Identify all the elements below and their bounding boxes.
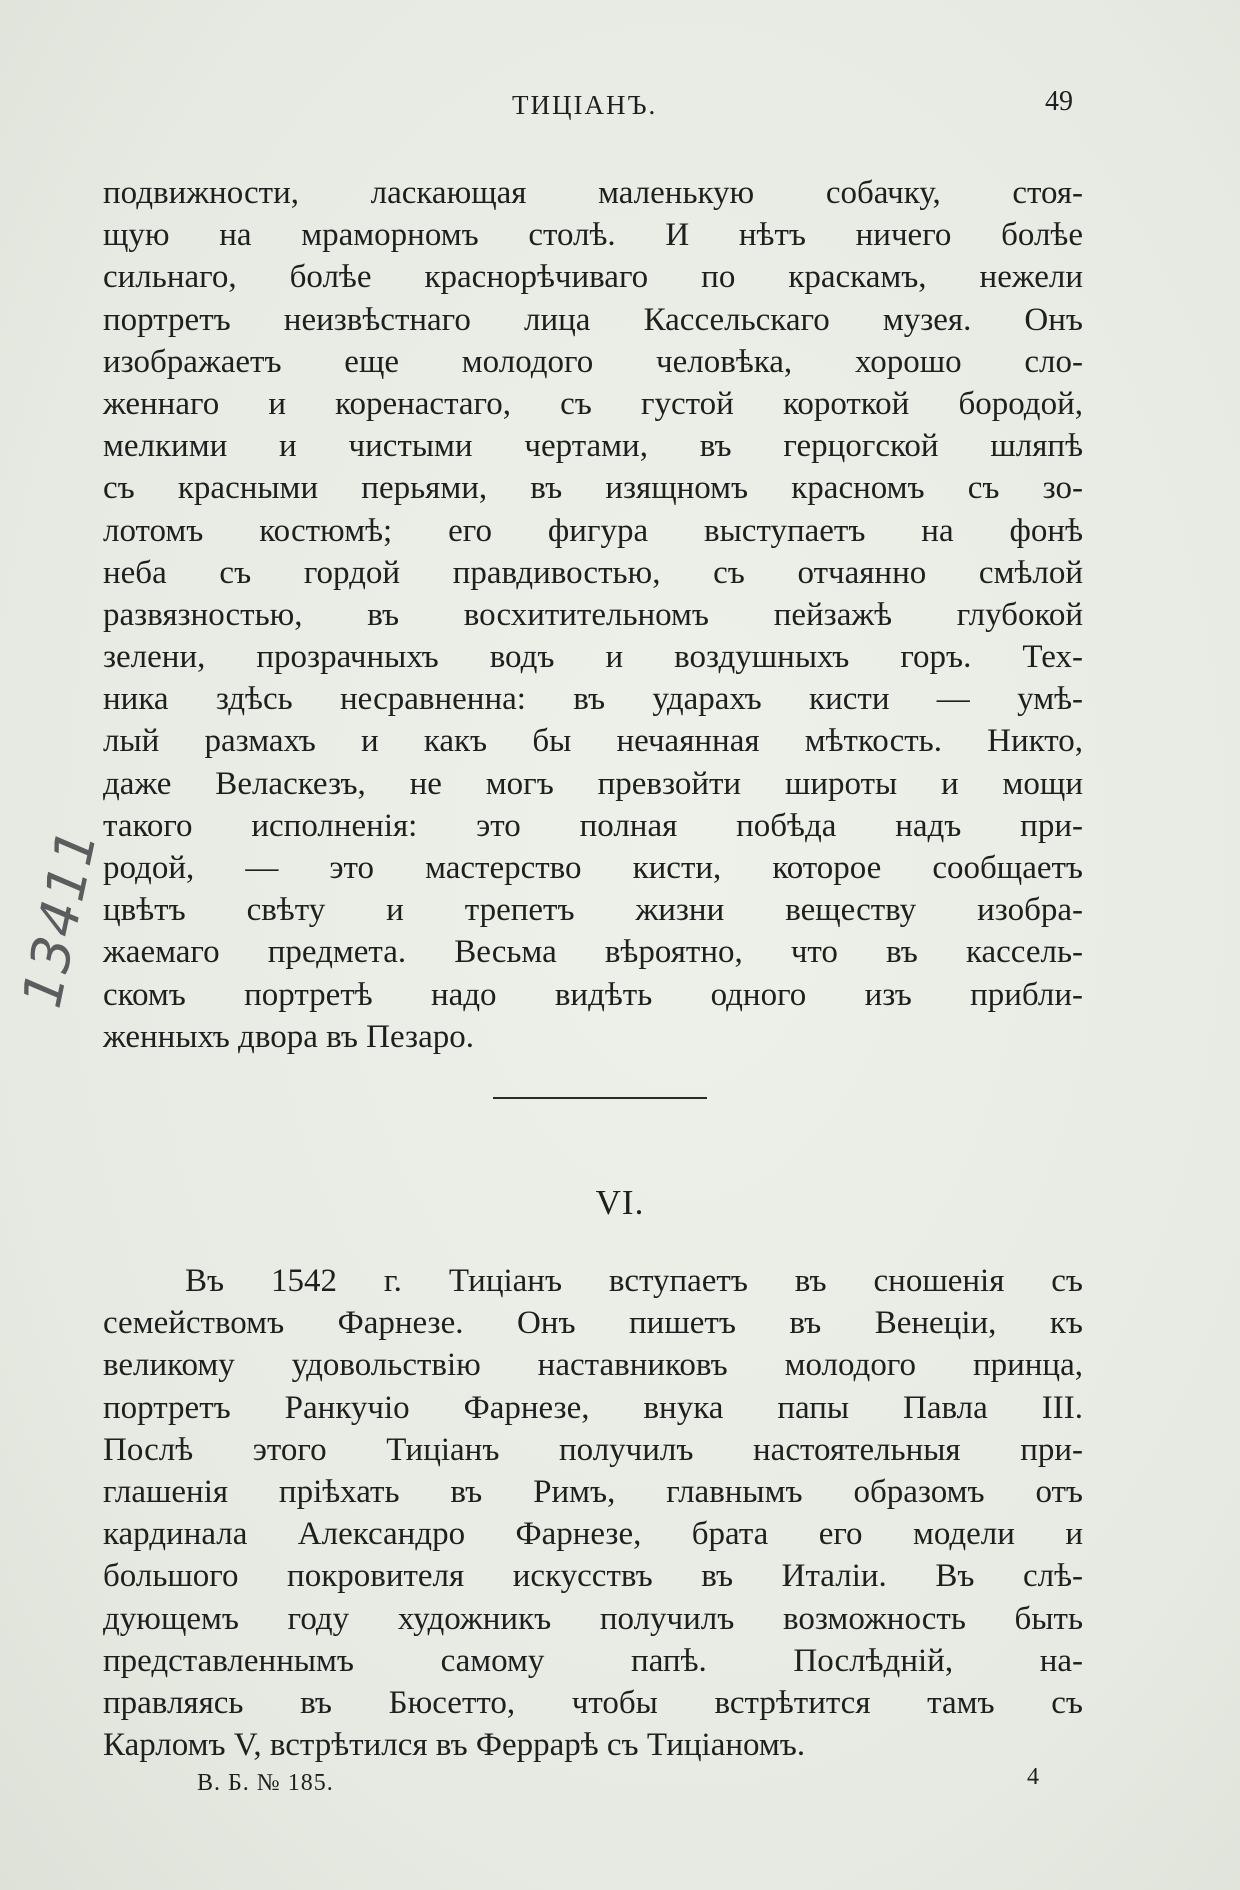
- text-line: кардинала Александро Фарнезе, брата его модели и: [103, 1516, 1083, 1553]
- text-line: портретъ неизвѣстнаго лица Кассельскаго музея. Онъ: [103, 301, 1083, 338]
- text-line: развязностью, въ восхитительномъ пейзажѣ глубокой: [103, 596, 1083, 633]
- text-line: скомъ портретѣ надо видѣть одного изъ прибли-: [103, 976, 1083, 1013]
- text-line: семействомъ Фарнезе. Онъ пишетъ въ Венеціи, къ: [103, 1305, 1083, 1342]
- text-line: щую на мраморномъ столѣ. И нѣтъ ничего болѣе: [103, 217, 1083, 254]
- text-line: портретъ Ранкучіо Фарнезе, внука папы Павла III.: [103, 1389, 1083, 1426]
- text-line: неба съ гордой правдивостью, съ отчаянно смѣлой: [103, 554, 1083, 591]
- text-line: женныхъ двора въ Пезаро.: [103, 1018, 474, 1055]
- text-line: Послѣ этого Тиціанъ получилъ настоятельныя при-: [103, 1431, 1083, 1468]
- paragraph-continued: [103, 172, 1083, 1058]
- text-line: правляясь въ Бюсетто, чтобы встрѣтится тамъ съ: [103, 1684, 1083, 1721]
- page-number: 49: [1045, 86, 1073, 117]
- running-head: [0, 86, 1240, 130]
- text-line: даже Веласкезъ, не могъ превзойти широты и мощи: [103, 765, 1083, 802]
- text-line: Карломъ V, встрѣтился въ Феррарѣ съ Тиціаномъ.: [103, 1727, 806, 1764]
- text-line: родой, — это мастерство кисти, которое сообщаетъ: [103, 850, 1083, 886]
- text-line: изображаетъ еще молодого человѣка, хорошо сло-: [103, 343, 1083, 380]
- text-line: сильнаго, болѣе краснорѣчиваго по краскамъ, нежели: [103, 259, 1083, 296]
- sheet-number: 4: [1027, 1764, 1039, 1790]
- text-line: женнаго и коренастаго, съ густой короткой бородой,: [103, 385, 1083, 422]
- text-line: Въ 1542 г. Тиціанъ вступаетъ въ сношенія съ: [185, 1263, 1083, 1299]
- running-title: ТИЦІАНЪ.: [512, 90, 658, 120]
- text-line: такого исполненія: это полная побѣда надъ при-: [103, 807, 1083, 844]
- section-heading: VI.: [595, 1183, 645, 1222]
- text-line: зелени, прозрачныхъ водъ и воздушныхъ горъ. Тех-: [103, 639, 1083, 676]
- section-divider: [493, 1097, 707, 1099]
- text-line: лотомъ костюмѣ; его фигура выступаетъ на фонѣ: [103, 512, 1083, 549]
- text-line: ника здѣсь несравненна: въ ударахъ кисти — умѣ-: [103, 681, 1083, 718]
- paragraph: [103, 1260, 1083, 1766]
- text-line: великому удовольствію наставниковъ молодого принца,: [103, 1347, 1083, 1384]
- text-line: жаемаго предмета. Весьма вѣроятно, что въ кассель-: [103, 934, 1083, 971]
- text-line: лый размахъ и какъ бы нечаянная мѣткость. Никто,: [103, 723, 1083, 760]
- text-line: подвижности, ласкающая маленькую собачку, стоя-: [103, 175, 1083, 211]
- printer-signature: В. Б. № 185.: [197, 1770, 334, 1796]
- text-line: глашенія пріѣхать въ Римъ, главнымъ образомъ отъ: [103, 1473, 1083, 1510]
- text-line: съ красными перьями, въ изящномъ красномъ съ зо-: [103, 470, 1083, 507]
- text-line: дующемъ году художникъ получилъ возможность быть: [103, 1600, 1083, 1637]
- text-line: мелкими и чистыми чертами, въ герцогской шляпѣ: [103, 428, 1083, 465]
- text-line: большого покровителя искусствъ въ Италіи. Въ слѣ-: [103, 1558, 1083, 1595]
- handwritten-margin-note: 13411: [10, 822, 110, 1014]
- page-footer: [0, 1764, 1240, 1810]
- text-line: представленнымъ самому папѣ. Послѣдній, на-: [103, 1642, 1083, 1679]
- text-line: цвѣтъ свѣту и трепетъ жизни веществу изобра-: [103, 892, 1083, 929]
